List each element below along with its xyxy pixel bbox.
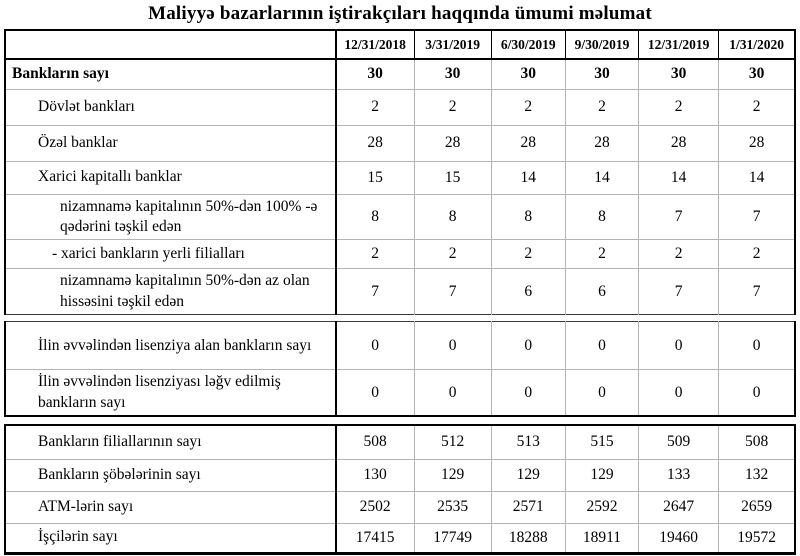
table-section-banks [4,29,796,315]
row-label: Bankların filiallarının sayı [5,425,336,459]
row-label: - xarici bankların yerli filialları [5,240,336,269]
cell-value: 2 [639,240,719,269]
cell-value: 7 [639,269,719,315]
table-row [5,425,795,459]
cell-value: 0 [719,370,795,416]
table-row [5,370,795,416]
col-header-date: 9/30/2019 [565,30,638,59]
cell-value: 0 [565,370,638,416]
col-header-date: 1/31/2020 [719,30,795,59]
cell-value: 2502 [336,491,414,523]
cell-value: 509 [639,425,719,459]
cell-value: 132 [719,459,795,491]
row-label: Bankların sayı [5,59,336,89]
cell-value: 19572 [719,523,795,553]
cell-value: 129 [491,459,565,491]
cell-value: 0 [414,370,491,416]
cell-value: 15 [414,161,491,194]
cell-value: 14 [719,161,795,194]
cell-value: 30 [491,59,565,89]
row-label: İşçilərin sayı [5,523,336,553]
cell-value: 0 [639,370,719,416]
row-label: nizamnamə kapitalının 50%-dən 100% -ə qədərini təşkil edən [5,194,336,240]
table-section-licenses [4,321,796,417]
cell-value: 2 [639,89,719,125]
cell-value: 28 [565,125,638,161]
cell-value: 0 [639,322,719,370]
cell-value: 6 [491,269,565,315]
cell-value: 30 [719,59,795,89]
row-label: Özəl banklar [5,125,336,161]
cell-value: 2 [336,89,414,125]
table-row [5,161,795,194]
cell-value: 17415 [336,523,414,553]
cell-value: 14 [491,161,565,194]
table-row [5,194,795,240]
cell-value: 7 [336,269,414,315]
cell-value: 18911 [565,523,638,553]
table-row [5,89,795,125]
cell-value: 512 [414,425,491,459]
row-label: İlin əvvəlindən lisenziyası ləğv edilmiş bankların sayı [5,370,336,416]
cell-value: 15 [336,161,414,194]
row-label: nizamnamə kapitalının 50%-dən az olan hissəsini təşkil edən [5,269,336,315]
table-row [5,125,795,161]
cell-value: 2659 [719,491,795,523]
col-header-date: 6/30/2019 [491,30,565,59]
cell-value: 0 [414,322,491,370]
cell-value: 2 [565,89,638,125]
cell-value: 2 [414,89,491,125]
cell-value: 8 [336,194,414,240]
row-label: Dövlət bankları [5,89,336,125]
cell-value: 17749 [414,523,491,553]
cell-value: 8 [565,194,638,240]
cell-value: 2 [336,240,414,269]
cell-value: 515 [565,425,638,459]
cell-value: 2 [491,89,565,125]
cell-value: 28 [639,125,719,161]
row-label: Bankların şöbələrinin sayı [5,459,336,491]
cell-value: 0 [336,370,414,416]
cell-value: 2 [719,89,795,125]
cell-value: 30 [565,59,638,89]
table-row [5,240,795,269]
col-header-date: 12/31/2018 [336,30,414,59]
cell-value: 0 [491,322,565,370]
cell-value: 28 [336,125,414,161]
row-label: ATM-lərin sayı [5,491,336,523]
cell-value: 28 [719,125,795,161]
cell-value: 0 [565,322,638,370]
table-header-row [5,30,795,59]
table-row [5,491,795,523]
cell-value: 7 [719,269,795,315]
cell-value: 2535 [414,491,491,523]
table-section-network [4,424,796,555]
cell-value: 7 [414,269,491,315]
cell-value: 14 [565,161,638,194]
cell-value: 508 [719,425,795,459]
cell-value: 0 [719,322,795,370]
cell-value: 129 [565,459,638,491]
row-label: Xarici kapitallı banklar [5,161,336,194]
cell-value: 2592 [565,491,638,523]
cell-value: 28 [491,125,565,161]
cell-value: 133 [639,459,719,491]
page-title: Maliyyə bazarlarının iştirakçıları haqqında ümumi məlumat [148,3,652,24]
cell-value: 2571 [491,491,565,523]
cell-value: 0 [491,370,565,416]
cell-value: 19460 [639,523,719,553]
corner-cell [5,30,336,59]
table-row [5,523,795,553]
cell-value: 30 [639,59,719,89]
cell-value: 508 [363,433,387,451]
cell-value: 2 [491,240,565,269]
cell-value: 8 [414,194,491,240]
cell-value: 130 [336,459,414,491]
table-row [5,59,795,89]
cell-value: 18288 [491,523,565,553]
cell-value: 2 [565,240,638,269]
cell-value: 7 [719,194,795,240]
cell-value: 28 [414,125,491,161]
cell-value: 2 [719,240,795,269]
row-label: İlin əvvəlindən lisenziya alan bankların sayı [5,322,336,370]
cell-value: 0 [371,336,380,354]
summary-table [4,29,796,555]
section-divider [4,417,796,424]
cell-value: 2647 [639,491,719,523]
cell-value: 129 [414,459,491,491]
cell-value: 30 [414,59,491,89]
table-row [5,322,795,370]
col-header-date: 3/31/2019 [414,30,491,59]
col-header-date: 12/31/2019 [639,30,719,59]
table-row [5,269,795,315]
cell-value: 6 [565,269,638,315]
cell-value: 30 [367,65,383,83]
cell-value: 2 [414,240,491,269]
cell-value: 7 [639,194,719,240]
cell-value: 8 [491,194,565,240]
cell-value: 513 [491,425,565,459]
table-row [5,459,795,491]
cell-value: 14 [639,161,719,194]
